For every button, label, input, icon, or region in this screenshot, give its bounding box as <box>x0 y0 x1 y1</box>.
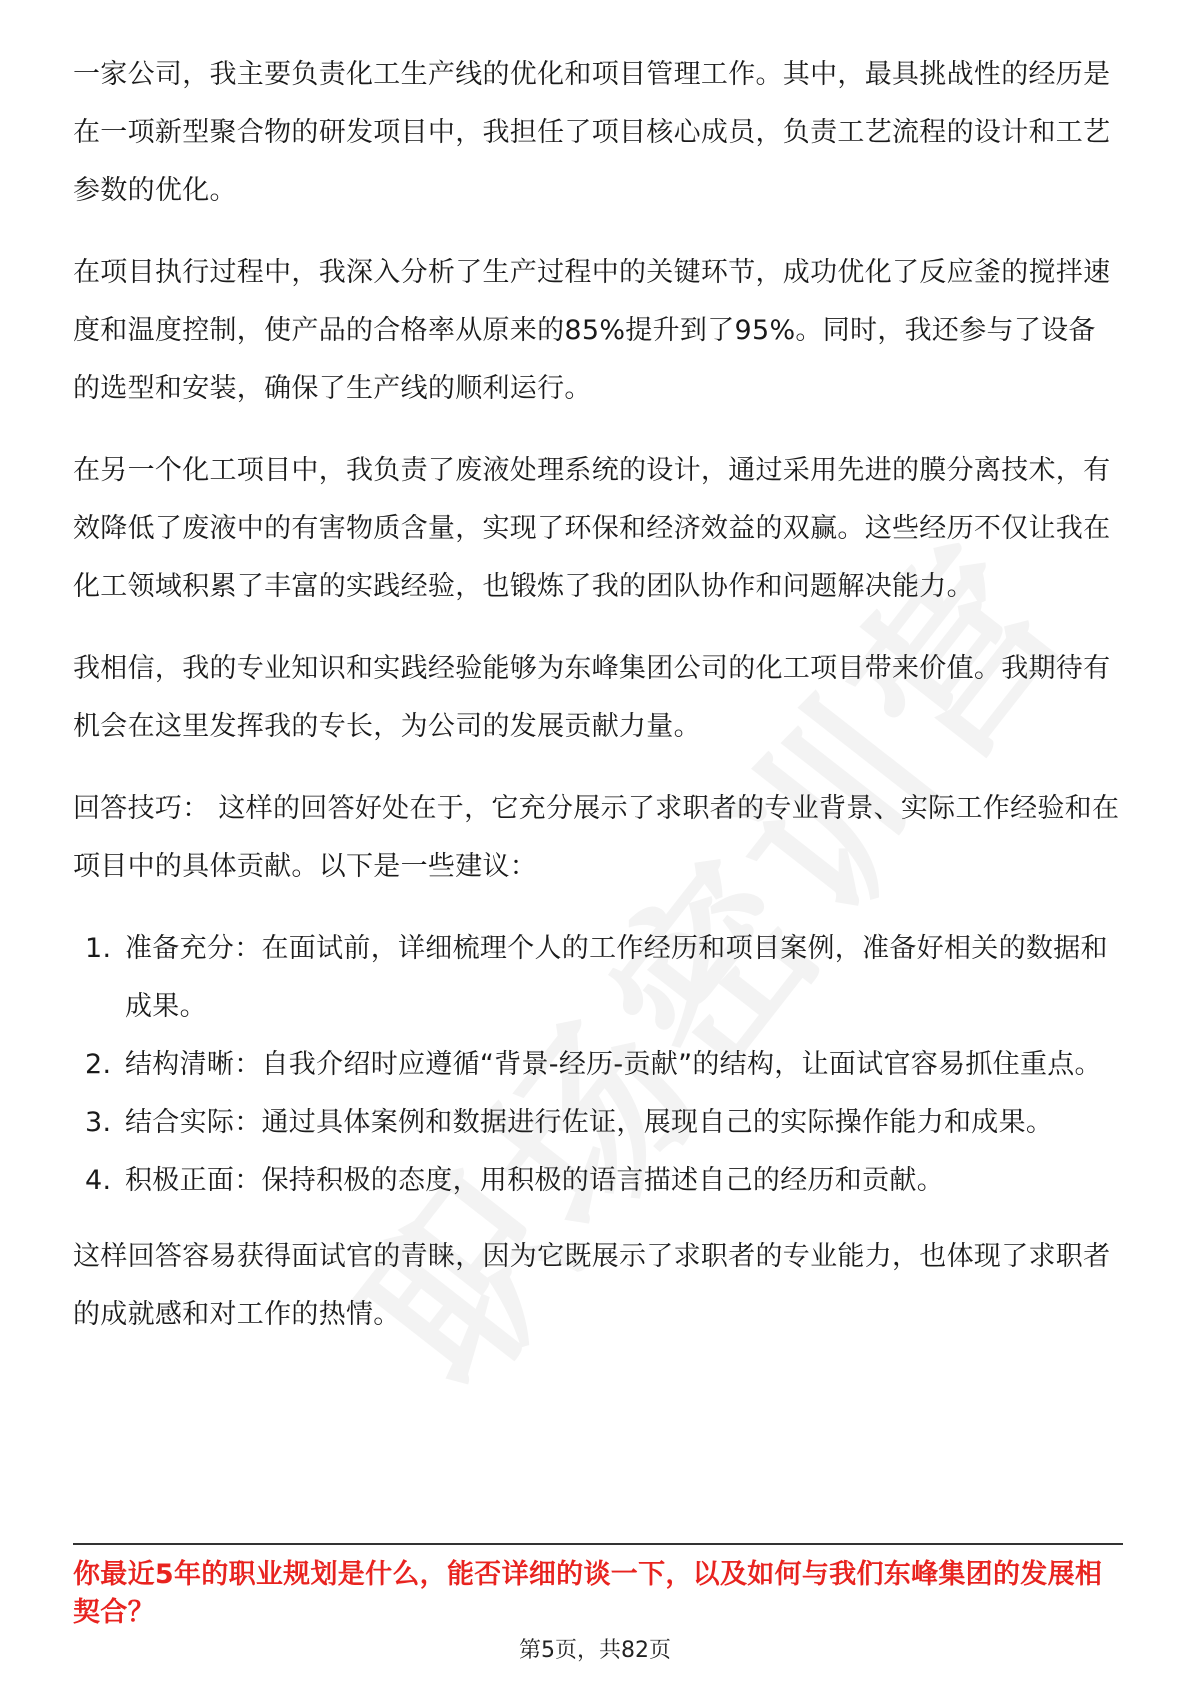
list-item <box>73 1152 1123 1210</box>
list-item-text: 准备充分：在面试前，详细梳理个人的工作经历和项目案例，准备好相关的数据和成果。 <box>125 933 1108 1022</box>
list-item-number: 4. <box>85 1165 112 1196</box>
tips-list <box>73 920 1123 1210</box>
list-item-number: 3. <box>85 1107 112 1138</box>
paragraph-value-statement: 我相信，我的专业知识和实践经验能够为东峰集团公司的化工项目带来价值。我期待有机会在这里发挥我的专长，为公司的发展贡献力量。 <box>73 653 1111 742</box>
list-item-text: 积极正面：保持积极的态度，用积极的语言描述自己的经历和贡献。 <box>125 1165 944 1196</box>
paragraph-wastewater-project: 在另一个化工项目中，我负责了废液处理系统的设计，通过采用先进的膜分离技术，有效降低了废液中的有害物质含量，实现了环保和经济效益的双赢。这些经历不仅让我在化工领域积累了丰富的实践经验，也锻炼了我的团队协作和问题解决能力。 <box>73 455 1111 602</box>
list-item-number: 2. <box>85 1049 112 1080</box>
list-item-text: 结构清晰：自我介绍时应遵循“背景-经历-贡献”的结构，让面试官容易抓住重点。 <box>125 1049 1102 1080</box>
section-divider <box>73 1543 1123 1545</box>
list-item <box>73 1094 1123 1152</box>
page-number-footer: 第5页，共82页 <box>519 1638 671 1663</box>
list-item <box>73 1036 1123 1094</box>
list-item-number: 1. <box>85 933 112 964</box>
paragraph-experience-intro: 一家公司，我主要负责化工生产线的优化和项目管理工作。其中，最具挑战性的经历是在一项新型聚合物的研发项目中，我担任了项目核心成员，负责工艺流程的设计和工艺参数的优化。 <box>73 59 1111 206</box>
list-item <box>73 920 1123 1036</box>
paragraph-closing: 这样回答容易获得面试官的青睐，因为它既展示了求职者的专业能力，也体现了求职者的成就感和对工作的热情。 <box>73 1241 1111 1330</box>
next-question-heading: 你最近5年的职业规划是什么，能否详细的谈一下，以及如何与我们东峰集团的发展相契合？ <box>73 1559 1103 1628</box>
document-body <box>73 46 1123 1368</box>
paragraph-answer-tips: 回答技巧： 这样的回答好处在于，它充分展示了求职者的专业背景、实际工作经验和在项目中的具体贡献。以下是一些建议： <box>73 793 1120 882</box>
paragraph-project-execution: 在项目执行过程中，我深入分析了生产过程中的关键环节，成功优化了反应釜的搅拌速度和温度控制，使产品的合格率从原来的85%提升到了95%。同时，我还参与了设备的选型和安装，确保了生产线的顺利运行。 <box>73 257 1111 404</box>
list-item-text: 结合实际：通过具体案例和数据进行佐证，展现自己的实际操作能力和成果。 <box>125 1107 1054 1138</box>
